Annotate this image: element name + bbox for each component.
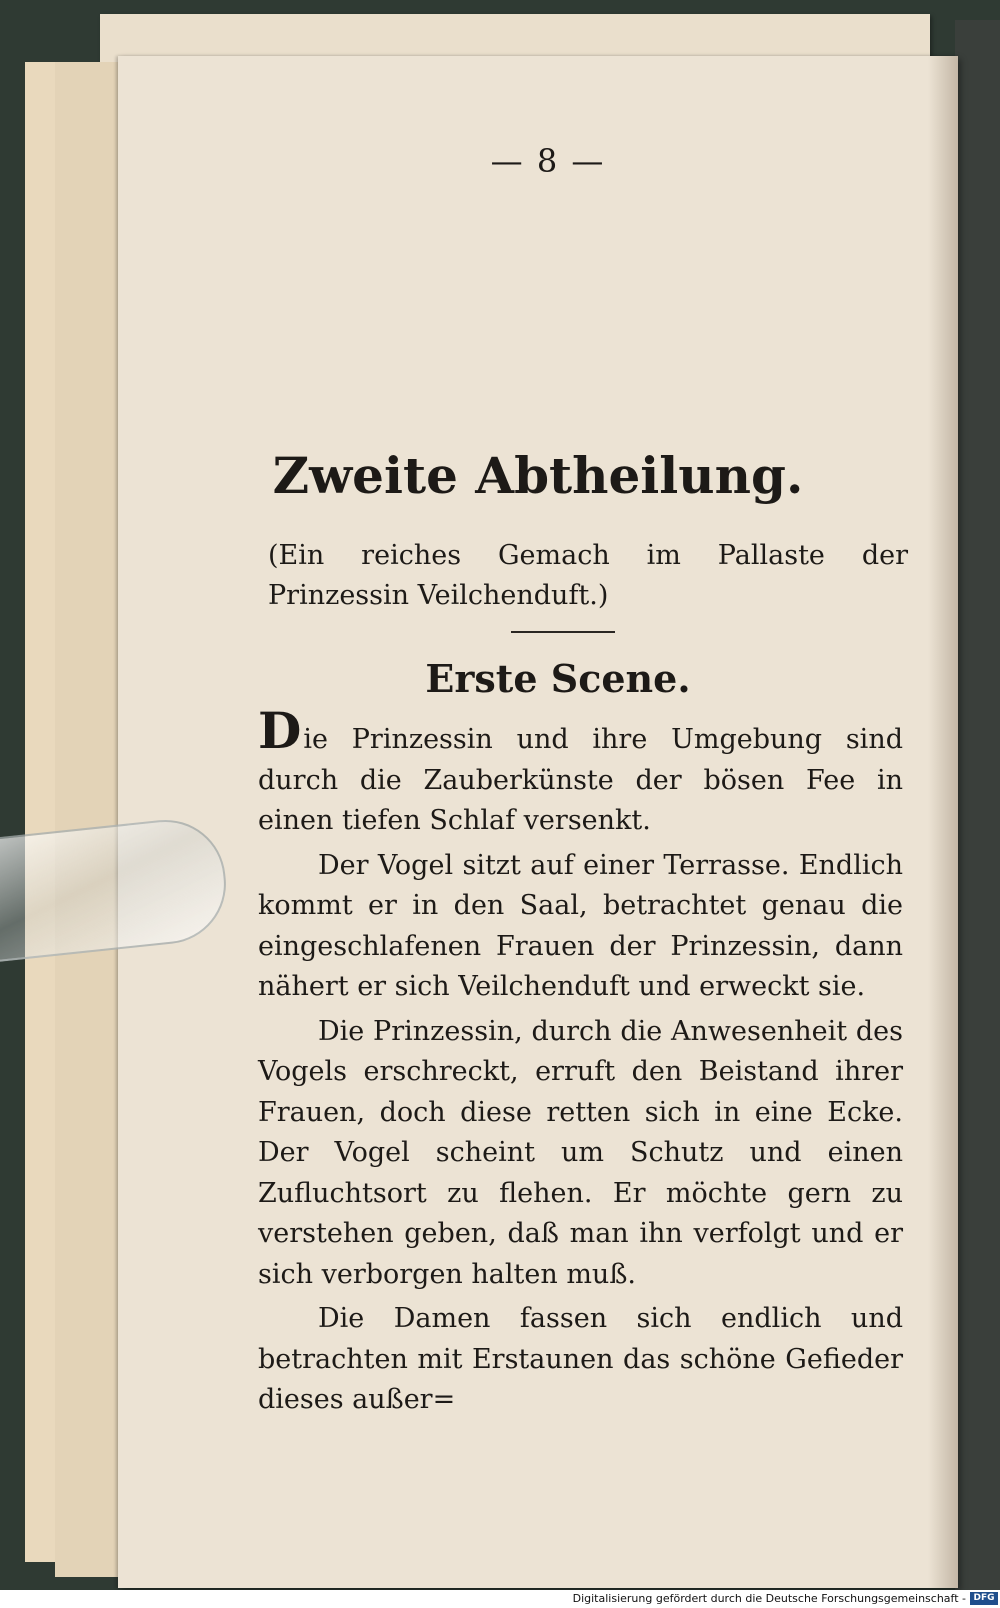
paragraph: Die Damen fassen sich endlich und betrachten mit Erstaunen das schöne Gefieder dieses außer=	[258, 1303, 903, 1415]
digitization-footer	[0, 1590, 1000, 1608]
page-number: — 8 —	[490, 142, 606, 180]
paragraph	[258, 701, 903, 842]
paragraph: Die Prinzessin, durch die Anwesenheit des Vogels erschreckt, erruft den Beistand ihrer Frauen, doch diese retten sich in eine Ecke. Der Vogel scheint um Schutz und einen Zufluchtsort zu flehen. Er möchte gern zu verstehen geben, daß man ihn verfolgt und er sich verborgen halten muß.	[258, 1015, 903, 1290]
paragraph: Der Vogel sitzt auf einer Terrasse. Endlich kommt er in den Saal, betrachtet genau die eingeschlafenen Frauen der Prinzessin, dann nähert er sich Veilchenduft und erweckt sie.	[258, 849, 903, 1002]
section-title: Zweite Abtheilung.	[272, 446, 804, 505]
stage-direction: (Ein reiches Gemach im Pallaste der Prinzessin Veilchenduft.)	[268, 540, 908, 611]
divider	[511, 631, 615, 633]
scene-title: Erste Scene.	[425, 656, 691, 701]
dfg-logo: DFG	[970, 1592, 998, 1605]
drop-cap: D	[258, 701, 302, 760]
body-text	[258, 701, 903, 1425]
book-page	[118, 56, 958, 1588]
page-content	[118, 56, 958, 1588]
footer-text: Digitalisierung gefördert durch die Deutsche Forschungsgemeinschaft -	[572, 1592, 966, 1605]
paragraph-text: ie Prinzessin und ihre Umgebung sind durch die Zauberkünste der bösen Fee in einen tiefen Schlaf versenkt.	[258, 724, 903, 836]
scan-background	[955, 20, 1000, 1595]
